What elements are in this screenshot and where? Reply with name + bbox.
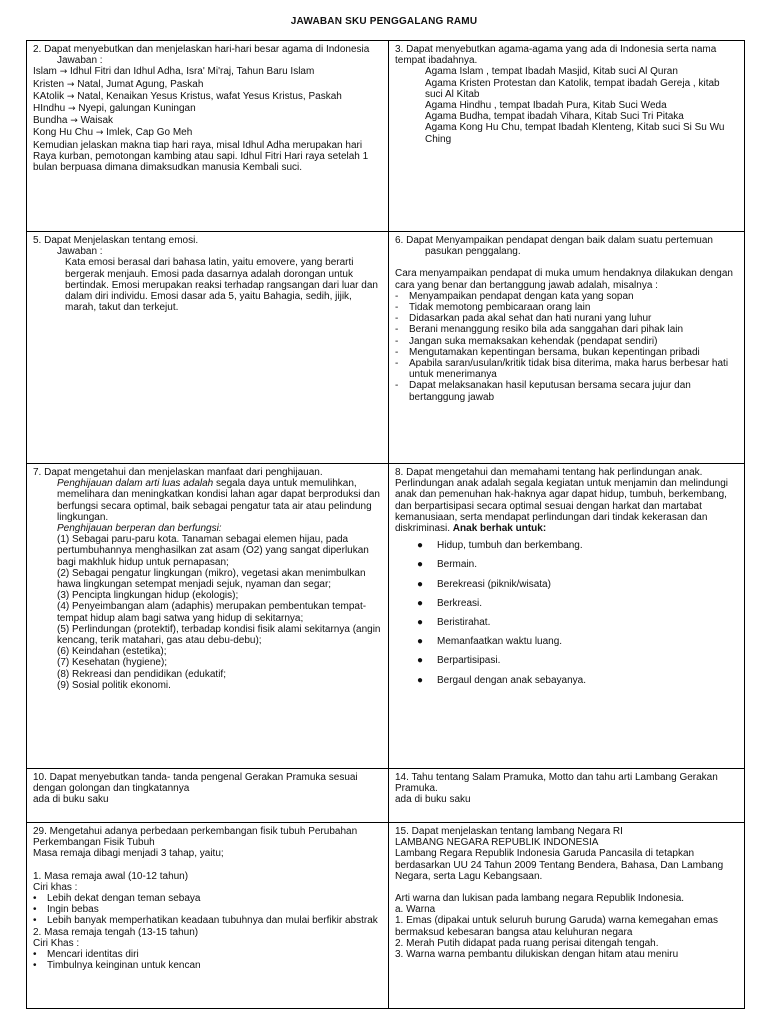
list-item: ● Hidup, tumbuh dan berkembang. — [417, 540, 583, 552]
item-7-heading: 7. Dapat mengetahui dan menjelaskan manfaat dari penghijauan. — [33, 467, 323, 478]
list-item: ● Beristirahat. — [417, 617, 491, 629]
item-15-body: Lambang Regara Republik Indonesia Garuda Pancasila di tetapkan berdasarkan UU 24 Tahun 2009 Tentang Bendera, Bahasa, Dan Lambang Negara, serta Lagu Kebangsaan. — [395, 848, 724, 882]
list-item: - Apabila saran/usulan/kritik tidak bisa diterima, maka harus berbesar hati untuk menerimanya — [395, 358, 729, 381]
list-item: ● Bermain. — [417, 559, 478, 571]
cell-item-10 — [27, 769, 389, 823]
list-item: (9) Sosial politik ekonomi. — [57, 679, 171, 691]
role-label: Penghijauan berperan dan berfungsi: — [57, 523, 222, 535]
table-row — [27, 464, 745, 769]
item-5-body: Kata emosi berasal dari bahasa latin, yaitu emovere, yang berarti bergerak menjauh. Emosi pada dasarnya adalah dorongan untuk bertindak. Emosi merupakan reaksi terhadap rangsangan dari luar dan dalam diri individu. Emosi dasar ada 5, yaitu Bahagia, sedih, jijik, marah, takut dan terkejut. — [65, 257, 378, 314]
item-8-body: Perlindungan anak adalah segala kegiatan untuk menjamin dan melindungi anak dan pemenuhan hak-haknya agar dapat hidup, tumbuh, berkembang, dan berpartisipasi secara optimal sesuai dengan harkat dan martabat kemanusiaan, serta mendapat perlindungan dari tindak kekerasan dan diskriminasi. — [395, 478, 729, 535]
list-item: ● Bergaul dengan anak sebayanya. — [417, 674, 587, 686]
religion-name: Bundha — [33, 115, 68, 127]
list-item: (3) Pencipta lingkungan hidup (ekologis); — [57, 590, 239, 602]
cell-item-5 — [27, 232, 389, 464]
list-item: - Berani menanggung resiko bila ada sanggahan dari pihak lain — [395, 324, 684, 336]
list-item: Agama Kong Hu Chu, tempat Ibadah Klenteng, Kitab suci Si Su Wu Ching — [425, 122, 725, 145]
holiday-list: Imlek, Cap Go Meh — [106, 127, 193, 139]
item-3-heading: 3. Dapat menyebutkan agama-agama yang ada di Indonesia serta nama tempat ibadahnya. — [395, 44, 717, 67]
holiday-line — [33, 115, 382, 127]
list-item: - Didasarkan pada akal sehat dan hati nurani yang luhur — [395, 313, 652, 325]
cell-item-7 — [27, 464, 389, 769]
item-5-jawaban: Jawaban : — [57, 246, 103, 258]
stage-1: 1. Masa remaja awal (10-12 tahun) — [33, 870, 189, 882]
item-14-note: ada di buku saku — [395, 794, 471, 806]
holiday-line — [33, 127, 382, 139]
item-2-jawaban: Jawaban : — [57, 55, 103, 67]
holiday-list: Idhul Fitri dan Idhul Adha, Isra' Mi'raj, Tahun Baru Islam — [70, 66, 315, 78]
item-6-heading-cont: pasukan penggalang. — [425, 246, 521, 258]
holiday-list: Waisak — [80, 115, 114, 127]
item-5-heading: 5. Dapat Menjelaskan tentang emosi. — [33, 235, 199, 246]
item-2-heading: 2. Dapat menyebutkan dan menjelaskan hari-hari besar agama di Indonesia — [33, 44, 370, 55]
item-29-heading: 29. Mengetahui adanya perbedaan perkembangan fisik tubuh Perubahan Perkembangan Fisik Tubuh — [33, 826, 358, 849]
list-item: (7) Kesehatan (hygiene); — [57, 657, 168, 669]
item-10-note: ada di buku saku — [33, 794, 109, 806]
list-item: (1) Sebagai paru-paru kota. Tanaman sebagai elemen hijau, pada pertumbuhannya menghasilkan zat asam (O2) yang sangat diperlukan bagi makhluk hidup untuk pernapasan; — [57, 534, 369, 568]
list-item: - Menyampaikan pendapat dengan kata yang sopan — [395, 290, 634, 302]
item-15-subtitle: LAMBANG NEGARA REPUBLIK INDONESIA — [395, 837, 599, 849]
religion-name: Islam — [33, 66, 57, 78]
item-2-footer: Kemudian jelaskan makna tiap hari raya, misal Idhul Adha merupakan hari Raya kurban, pemotongan kambing atau sapi. Idhul Fitri Hari raya setelah 1 bulan berpuasa dimana dimaksudkan manusia Kembali suci. — [33, 139, 369, 174]
list-item: ● Berekreasi (piknik/wisata) — [417, 578, 551, 590]
ciri-label: Ciri Khas : — [33, 937, 80, 949]
holiday-line — [33, 103, 382, 115]
list-item: ● Berpartisipasi. — [417, 655, 501, 667]
list-item: (6) Keindahan (estetika); — [57, 646, 167, 658]
cell-item-14 — [389, 769, 745, 823]
arrow-right-icon: → — [68, 104, 76, 115]
item-6-heading: 6. Dapat Menyampaikan pendapat dengan baik dalam suatu pertemuan — [395, 235, 713, 246]
list-item: Agama Budha, tempat ibadah Vihara, Kitab Suci Tri Pitaka — [425, 111, 684, 123]
item-8-bold: Anak berhak untuk: — [452, 523, 547, 535]
list-item: Agama Islam , tempat Ibadah Masjid, Kitab suci Al Quran — [425, 66, 678, 78]
arrow-right-icon: → — [95, 128, 104, 139]
holiday-line — [33, 66, 382, 78]
item-10-heading: 10. Dapat menyebutkan tanda- tanda pengenal Gerakan Pramuka sesuai dengan golongan dan tingkatannya — [33, 772, 358, 795]
arrow-right-icon: → — [66, 79, 75, 90]
item-14-heading: 14. Tahu tentang Salam Pramuka, Motto dan tahu arti Lambang Gerakan Pramuka. — [395, 772, 718, 795]
cell-item-3 — [389, 41, 745, 232]
table-row — [27, 41, 745, 232]
list-item: 3. Warna warna pembantu dilukiskan dengan hitam atau meniru — [395, 949, 679, 961]
page-title: JAWABAN SKU PENGGALANG RAMU — [290, 16, 478, 27]
arrow-right-icon: → — [70, 116, 78, 127]
list-item: (8) Rekreasi dan pendidikan (edukatif; — [57, 668, 226, 680]
table-row — [27, 232, 745, 464]
list-item: ● Memanfaatkan waktu luang. — [417, 636, 563, 648]
list-item: 1. Emas (dipakai untuk seluruh burung Garuda) warna kemegahan emas bermaksud kebesaran bangsa atau keluhuran negara — [395, 915, 718, 938]
list-item: - Tidak memotong pembicaraan orang lain — [395, 302, 591, 314]
religion-name: Kristen — [33, 78, 65, 90]
list-item: • Lebih dekat dengan teman sebaya — [33, 893, 201, 905]
list-item: • Timbulnya keinginan untuk kencan — [33, 960, 201, 972]
item-15-intro: Arti warna dan lukisan pada lambang negara Republik Indonesia. — [395, 893, 685, 905]
holiday-line — [33, 79, 382, 91]
list-item: (5) Perlindungan (protektif), terbadap kondisi fisik alami sekitarnya (angin kencang, terik matahari, gas atau debu-debu); — [57, 623, 381, 647]
cell-item-8 — [389, 464, 745, 769]
list-item: - Jangan suka memaksakan kehendak (pendapat sendiri) — [395, 335, 658, 347]
list-item: (4) Penyeimbangan alam (adaphis) merupakan pembentukan tempat-tempat hidup alam bagi satwa yang hidup di sekitarnya; — [57, 601, 367, 624]
holiday-list: Nyepi, galungan Kuningan — [78, 103, 196, 115]
list-item: 2. Merah Putih didapat pada ruang perisai ditengah tengah. — [395, 937, 659, 949]
religion-name: KAtolik — [33, 90, 65, 102]
definition-text: segala daya untuk memulihkan, memelihara dan meningkatkan kondisi lahan agar dapat berproduksi dan berfungsi secara optimal, baik sebagai pengatur tata air atau pelindung lingkungan. — [57, 478, 380, 523]
holiday-line — [33, 91, 382, 103]
religion-name: HIndhu — [33, 103, 66, 115]
table-row — [27, 769, 745, 823]
list-item: - Dapat melaksanakan hasil keputusan bersama secara jujur dan bertanggung jawab — [395, 380, 691, 403]
list-item: ● Berkreasi. — [417, 597, 483, 609]
cell-item-15 — [389, 823, 745, 1009]
list-item: - Mengutamakan kepentingan bersama, bukan kepentingan pribadi — [395, 346, 700, 358]
item-29-intro: Masa remaja dibagi menjadi 3 tahap, yaitu; — [33, 848, 224, 860]
stage-2: 2. Masa remaja tengah (13-15 tahun) — [33, 926, 199, 938]
item-15-sub-a: a. Warna — [395, 904, 436, 916]
item-15-heading: 15. Dapat menjelaskan tentang lambang Negara RI — [395, 826, 623, 837]
list-item: Agama Hindhu , tempat Ibadah Pura, Kitab Suci Weda — [425, 100, 667, 112]
religion-name: Kong Hu Chu — [33, 127, 94, 139]
list-item: • Lebih banyak memperhatikan keadaan tubuhnya dan mulai berfikir abstrak — [33, 915, 378, 927]
answer-table — [26, 40, 745, 1009]
arrow-right-icon: → — [59, 67, 68, 78]
list-item: (2) Sebagai pengatur lingkungan (mikro), vegetasi akan menimbulkan hawa lingkungan setempat menjadi sejuk, nyaman dan segar; — [57, 567, 366, 591]
cell-item-2 — [27, 41, 389, 232]
table-row — [27, 823, 745, 1009]
definition-label: Penghijauan dalam arti luas adalah — [57, 478, 214, 490]
holiday-list: Natal, Jumat Agung, Paskah — [77, 78, 204, 90]
item-8-heading: 8. Dapat mengetahui dan memahami tentang hak perlindungan anak. — [395, 467, 703, 478]
arrow-right-icon: → — [66, 91, 75, 102]
cell-item-29 — [27, 823, 389, 1009]
ciri-label: Ciri khas : — [33, 881, 78, 893]
list-item: • Ingin bebas — [33, 904, 99, 916]
cell-item-6 — [389, 232, 745, 464]
holiday-list: Natal, Kenaikan Yesus Kristus, wafat Yesus Kristus, Paskah — [77, 90, 342, 102]
list-item: • Mencari identitas diri — [33, 949, 139, 961]
item-6-intro: Cara menyampaikan pendapat di muka umum hendaknya dilakukan dengan cara yang benar dan bertanggung jawab adalah, misalnya : — [395, 268, 733, 291]
list-item: Agama Kristen Protestan dan Katolik, tempat ibadah Gereja , kitab suci Al Kitab — [425, 77, 720, 100]
